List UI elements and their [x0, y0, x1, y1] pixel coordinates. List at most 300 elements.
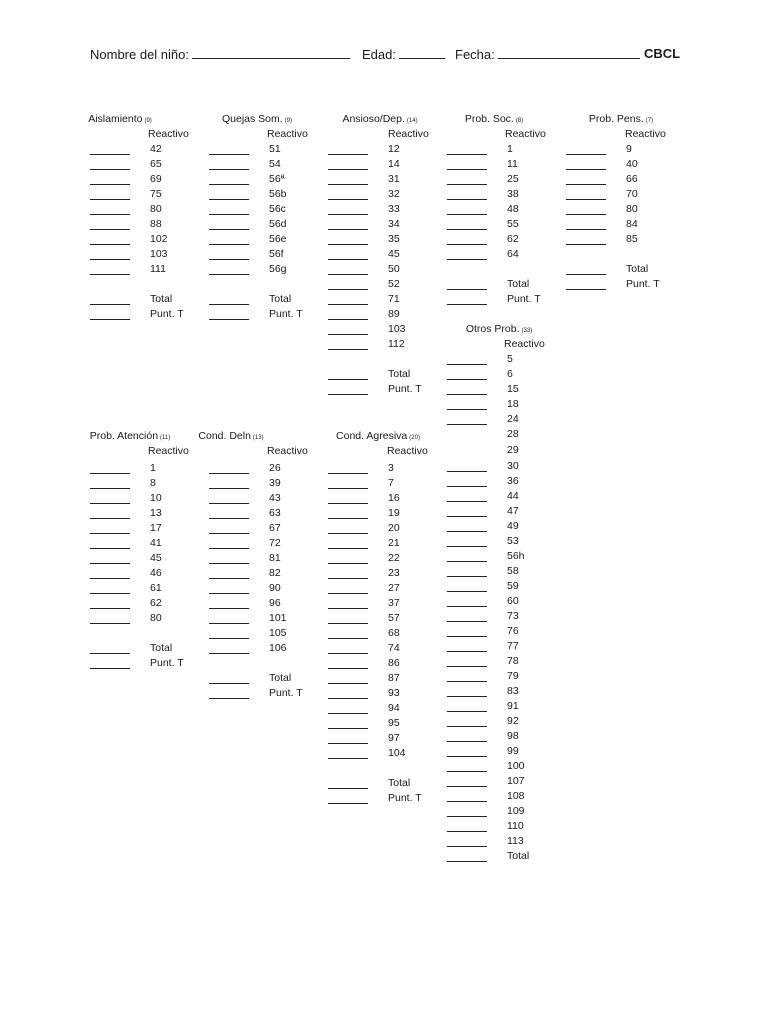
answer-blank[interactable]	[90, 169, 130, 170]
t-score-label: Punt. T	[507, 293, 541, 305]
answer-blank[interactable]	[447, 576, 487, 577]
item-row	[447, 835, 567, 850]
item-number: 104	[388, 747, 406, 759]
item-row	[566, 158, 686, 173]
item-row	[447, 520, 567, 535]
item-number: 57	[388, 612, 400, 624]
reactivo-header: Reactivo	[387, 445, 428, 457]
item-row	[447, 383, 567, 398]
answer-blank[interactable]	[447, 651, 487, 652]
answer-blank[interactable]	[447, 756, 487, 757]
answer-blank[interactable]	[447, 621, 487, 622]
answer-blank[interactable]	[328, 169, 368, 170]
answer-blank[interactable]	[90, 274, 130, 275]
answer-blank[interactable]	[447, 379, 487, 380]
answer-blank[interactable]	[90, 623, 130, 624]
item-row	[447, 444, 567, 459]
answer-blank[interactable]	[328, 788, 368, 789]
total-label: Total	[507, 850, 530, 862]
item-number: 76	[507, 625, 519, 637]
item-number: 6	[507, 368, 513, 380]
answer-blank[interactable]	[328, 683, 368, 684]
item-number: 88	[150, 218, 162, 230]
answer-blank[interactable]	[90, 563, 130, 564]
answer-blank[interactable]	[447, 681, 487, 682]
answer-blank[interactable]	[447, 666, 487, 667]
item-row	[328, 762, 448, 777]
reactivo-header: Reactivo	[504, 338, 545, 350]
item-number: 33	[388, 203, 400, 215]
answer-blank[interactable]	[209, 608, 249, 609]
item-row	[447, 580, 567, 595]
item-number: 96	[269, 597, 281, 609]
item-number: 27	[388, 582, 400, 594]
item-row	[328, 218, 448, 233]
item-number: 113	[507, 835, 524, 847]
item-number: 81	[269, 552, 281, 564]
answer-blank[interactable]	[328, 698, 368, 699]
answer-blank[interactable]	[90, 184, 130, 185]
answer-blank[interactable]	[209, 319, 249, 320]
answer-blank[interactable]	[447, 786, 487, 787]
item-number: 5	[507, 353, 513, 365]
item-row	[447, 203, 567, 218]
item-row	[566, 248, 686, 263]
answer-blank[interactable]	[209, 274, 249, 275]
item-number: 80	[150, 203, 162, 215]
item-number: 16	[388, 492, 400, 504]
answer-blank[interactable]	[209, 548, 249, 549]
item-number: 110	[507, 820, 524, 832]
item-number: 29	[507, 444, 519, 456]
item-number: 99	[507, 745, 519, 757]
answer-blank[interactable]	[209, 169, 249, 170]
section-title	[320, 113, 440, 125]
answer-blank[interactable]	[447, 801, 487, 802]
item-row	[447, 460, 567, 475]
answer-blank[interactable]	[328, 803, 368, 804]
item-row	[447, 625, 567, 640]
item-row	[447, 715, 567, 730]
section-title-text: Cond. Deln	[198, 430, 251, 442]
answer-blank[interactable]	[447, 831, 487, 832]
answer-blank[interactable]	[447, 214, 487, 215]
item-row	[566, 173, 686, 188]
item-number: 55	[507, 218, 519, 230]
answer-blank[interactable]	[328, 533, 368, 534]
item-number: 83	[507, 685, 519, 697]
item-number: 12	[388, 143, 400, 155]
item-row	[566, 203, 686, 218]
answer-blank[interactable]	[209, 473, 249, 474]
item-number: 108	[507, 790, 525, 802]
answer-blank[interactable]	[209, 488, 249, 489]
age-line[interactable]	[399, 46, 445, 59]
answer-blank[interactable]	[328, 319, 368, 320]
answer-blank[interactable]	[447, 816, 487, 817]
item-row	[209, 278, 329, 293]
answer-blank[interactable]	[90, 229, 130, 230]
answer-blank[interactable]	[447, 244, 487, 245]
item-row	[90, 233, 210, 248]
answer-blank[interactable]	[447, 304, 487, 305]
item-row	[90, 218, 210, 233]
answer-blank[interactable]	[90, 503, 130, 504]
answer-blank[interactable]	[566, 289, 606, 290]
child-name-field[interactable]	[90, 46, 350, 62]
answer-blank[interactable]	[447, 229, 487, 230]
answer-blank[interactable]	[566, 169, 606, 170]
answer-blank[interactable]	[209, 199, 249, 200]
answer-blank[interactable]	[328, 608, 368, 609]
item-number: 74	[388, 642, 400, 654]
section-item-count: (9)	[144, 118, 152, 124]
section-item-count: (33)	[521, 328, 533, 334]
item-number: 32	[388, 188, 400, 200]
item-number: 30	[507, 460, 519, 472]
answer-blank[interactable]	[447, 711, 487, 712]
item-number: 13	[150, 507, 162, 519]
item-number: 56e	[269, 233, 287, 245]
reactivo-header: Reactivo	[505, 128, 546, 140]
item-row	[209, 507, 329, 522]
answer-blank[interactable]	[90, 199, 130, 200]
answer-blank[interactable]	[209, 229, 249, 230]
item-row	[447, 760, 567, 775]
t-score-row	[447, 293, 567, 308]
section-item-count: (8)	[515, 118, 524, 124]
item-row	[566, 218, 686, 233]
section-title	[439, 323, 559, 335]
answer-blank[interactable]	[209, 563, 249, 564]
item-number: 1	[507, 143, 513, 155]
answer-blank[interactable]	[90, 319, 130, 320]
total-label: Total	[269, 672, 292, 684]
answer-blank[interactable]	[328, 743, 368, 744]
answer-blank[interactable]	[566, 184, 606, 185]
item-number: 71	[388, 293, 400, 305]
date-line[interactable]	[498, 46, 640, 59]
item-number: 103	[150, 248, 168, 260]
item-number: 56g	[269, 263, 287, 275]
t-score-row	[566, 278, 686, 293]
item-row	[90, 537, 210, 552]
t-score-label: Punt. T	[269, 687, 303, 699]
item-number: 103	[388, 323, 406, 335]
answer-blank[interactable]	[90, 608, 130, 609]
item-row	[447, 670, 567, 685]
answer-blank[interactable]	[447, 486, 487, 487]
item-row	[90, 552, 210, 567]
section-title-text: Otros Prob.	[465, 323, 520, 335]
answer-blank[interactable]	[447, 531, 487, 532]
item-number: 68	[388, 627, 400, 639]
item-row	[328, 717, 448, 732]
answer-blank[interactable]	[209, 518, 249, 519]
section-item-count: (11)	[160, 435, 171, 441]
item-row	[328, 552, 448, 567]
item-row	[447, 790, 567, 805]
section-title-text: Prob. Soc.	[464, 113, 514, 125]
item-row	[328, 158, 448, 173]
section-title-text: Prob. Atención	[89, 430, 159, 442]
answer-blank[interactable]	[447, 546, 487, 547]
answer-blank[interactable]	[447, 696, 487, 697]
answer-blank[interactable]	[209, 578, 249, 579]
item-row	[328, 702, 448, 717]
child-name-line[interactable]	[192, 46, 350, 59]
section-title	[60, 113, 180, 125]
answer-blank[interactable]	[447, 771, 487, 772]
item-number: 100	[507, 760, 525, 772]
item-number: 67	[269, 522, 281, 534]
item-number: 23	[388, 567, 400, 579]
answer-blank[interactable]	[447, 846, 487, 847]
total-row	[447, 278, 567, 293]
answer-blank[interactable]	[90, 259, 130, 260]
answer-blank[interactable]	[90, 518, 130, 519]
answer-blank[interactable]	[328, 334, 368, 335]
item-row	[447, 535, 567, 550]
answer-blank[interactable]	[90, 548, 130, 549]
answer-blank[interactable]	[209, 638, 249, 639]
item-row	[447, 490, 567, 505]
item-number: 31	[388, 173, 400, 185]
item-number: 45	[388, 248, 400, 260]
answer-blank[interactable]	[447, 561, 487, 562]
item-row	[90, 597, 210, 612]
item-row	[328, 353, 448, 368]
answer-blank[interactable]	[328, 379, 368, 380]
item-row	[447, 550, 567, 565]
date-field[interactable]	[455, 46, 640, 62]
answer-blank[interactable]	[328, 758, 368, 759]
item-row	[328, 173, 448, 188]
answer-blank[interactable]	[90, 214, 130, 215]
item-row	[447, 820, 567, 835]
item-row	[90, 173, 210, 188]
item-number: 62	[507, 233, 519, 245]
item-number: 38	[507, 188, 519, 200]
total-row	[90, 642, 210, 657]
answer-blank[interactable]	[328, 244, 368, 245]
item-row	[447, 398, 567, 413]
item-row	[328, 507, 448, 522]
answer-blank[interactable]	[328, 518, 368, 519]
section-item-count: (20)	[409, 435, 420, 441]
item-number: 8	[150, 477, 156, 489]
item-number: 21	[388, 537, 400, 549]
answer-blank[interactable]	[328, 728, 368, 729]
item-row	[447, 685, 567, 700]
item-row	[447, 413, 567, 428]
answer-blank[interactable]	[209, 533, 249, 534]
item-row	[209, 642, 329, 657]
item-number: 79	[507, 670, 519, 682]
t-score-label: Punt. T	[150, 308, 184, 320]
item-row	[566, 143, 686, 158]
t-score-row	[328, 383, 448, 398]
answer-blank[interactable]	[209, 698, 249, 699]
answer-blank[interactable]	[566, 244, 606, 245]
item-row	[328, 477, 448, 492]
answer-blank[interactable]	[209, 244, 249, 245]
item-number: 80	[626, 203, 638, 215]
answer-blank[interactable]	[209, 184, 249, 185]
item-row	[90, 188, 210, 203]
item-number: 93	[388, 687, 400, 699]
item-row	[447, 775, 567, 790]
answer-blank[interactable]	[328, 229, 368, 230]
item-number: 107	[507, 775, 525, 787]
answer-blank[interactable]	[566, 274, 606, 275]
total-label: Total	[507, 278, 530, 290]
answer-blank[interactable]	[566, 199, 606, 200]
answer-blank[interactable]	[447, 409, 487, 410]
answer-blank[interactable]	[209, 304, 249, 305]
reactivo-header: Reactivo	[388, 128, 429, 140]
item-number: 95	[388, 717, 400, 729]
answer-blank[interactable]	[209, 154, 249, 155]
item-row	[209, 552, 329, 567]
answer-blank[interactable]	[328, 638, 368, 639]
answer-blank[interactable]	[328, 473, 368, 474]
item-row	[447, 173, 567, 188]
answer-blank[interactable]	[566, 229, 606, 230]
answer-blank[interactable]	[328, 154, 368, 155]
item-row	[90, 612, 210, 627]
item-number: 91	[507, 700, 519, 712]
item-number: 51	[269, 143, 281, 155]
answer-blank[interactable]	[328, 653, 368, 654]
answer-blank[interactable]	[209, 623, 249, 624]
item-row	[566, 188, 686, 203]
answer-blank[interactable]	[447, 364, 487, 365]
answer-blank[interactable]	[447, 516, 487, 517]
answer-blank[interactable]	[447, 169, 487, 170]
answer-blank[interactable]	[328, 548, 368, 549]
item-row	[328, 338, 448, 353]
section-item-count: (13)	[252, 435, 264, 441]
item-row	[90, 263, 210, 278]
answer-blank[interactable]	[209, 503, 249, 504]
item-number: 86	[388, 657, 400, 669]
section-title	[318, 430, 438, 442]
answer-blank[interactable]	[328, 199, 368, 200]
answer-blank[interactable]	[447, 636, 487, 637]
answer-blank[interactable]	[566, 214, 606, 215]
answer-blank[interactable]	[447, 861, 487, 862]
answer-blank[interactable]	[209, 593, 249, 594]
answer-blank[interactable]	[447, 501, 487, 502]
item-number: 75	[150, 188, 162, 200]
item-number: 14	[388, 158, 400, 170]
t-score-row	[328, 792, 448, 807]
answer-blank[interactable]	[90, 668, 130, 669]
answer-blank[interactable]	[90, 578, 130, 579]
item-row	[328, 672, 448, 687]
item-row	[209, 158, 329, 173]
item-number: 56d	[269, 218, 287, 230]
answer-blank[interactable]	[209, 653, 249, 654]
item-row	[328, 747, 448, 762]
answer-blank[interactable]	[90, 244, 130, 245]
answer-blank[interactable]	[328, 289, 368, 290]
total-label: Total	[626, 263, 649, 275]
item-number: 72	[269, 537, 281, 549]
answer-blank[interactable]	[209, 683, 249, 684]
answer-blank[interactable]	[328, 304, 368, 305]
answer-blank[interactable]	[90, 653, 130, 654]
answer-blank[interactable]	[447, 154, 487, 155]
answer-blank[interactable]	[90, 533, 130, 534]
answer-blank[interactable]	[447, 606, 487, 607]
item-row	[209, 627, 329, 642]
item-row	[328, 522, 448, 537]
item-row	[90, 278, 210, 293]
answer-blank[interactable]	[90, 473, 130, 474]
section-item-count: (9)	[284, 118, 293, 124]
item-number: 45	[150, 552, 162, 564]
answer-blank[interactable]	[447, 424, 487, 425]
answer-blank[interactable]	[328, 563, 368, 564]
answer-blank[interactable]	[566, 154, 606, 155]
answer-blank[interactable]	[328, 394, 368, 395]
answer-blank[interactable]	[328, 214, 368, 215]
reactivo-header: Reactivo	[148, 128, 189, 140]
answer-blank[interactable]	[328, 259, 368, 260]
answer-blank[interactable]	[209, 214, 249, 215]
answer-blank[interactable]	[90, 593, 130, 594]
answer-blank[interactable]	[328, 623, 368, 624]
answer-blank[interactable]	[447, 199, 487, 200]
answer-blank[interactable]	[328, 349, 368, 350]
item-number: 56h	[507, 550, 525, 562]
age-field[interactable]	[362, 46, 445, 62]
answer-blank[interactable]	[328, 578, 368, 579]
answer-blank[interactable]	[328, 593, 368, 594]
answer-blank[interactable]	[90, 304, 130, 305]
answer-blank[interactable]	[90, 488, 130, 489]
answer-blank[interactable]	[90, 154, 130, 155]
item-row	[328, 188, 448, 203]
answer-blank[interactable]	[328, 668, 368, 669]
answer-blank[interactable]	[447, 184, 487, 185]
answer-blank[interactable]	[447, 289, 487, 290]
answer-blank[interactable]	[328, 274, 368, 275]
answer-blank[interactable]	[328, 488, 368, 489]
item-number: 84	[626, 218, 638, 230]
answer-blank[interactable]	[447, 471, 487, 472]
item-number: 36	[507, 475, 519, 487]
answer-blank[interactable]	[447, 259, 487, 260]
item-row	[328, 203, 448, 218]
date-label: Fecha:	[455, 47, 495, 62]
answer-blank[interactable]	[447, 591, 487, 592]
answer-blank[interactable]	[328, 184, 368, 185]
answer-blank[interactable]	[447, 394, 487, 395]
answer-blank[interactable]	[328, 713, 368, 714]
answer-blank[interactable]	[447, 726, 487, 727]
section-title-text: Prob. Pens.	[588, 113, 644, 125]
answer-blank[interactable]	[209, 259, 249, 260]
answer-blank[interactable]	[328, 503, 368, 504]
item-row	[447, 353, 567, 368]
item-row	[447, 730, 567, 745]
answer-blank[interactable]	[447, 741, 487, 742]
item-number: 34	[388, 218, 400, 230]
item-number: 53	[507, 535, 519, 547]
